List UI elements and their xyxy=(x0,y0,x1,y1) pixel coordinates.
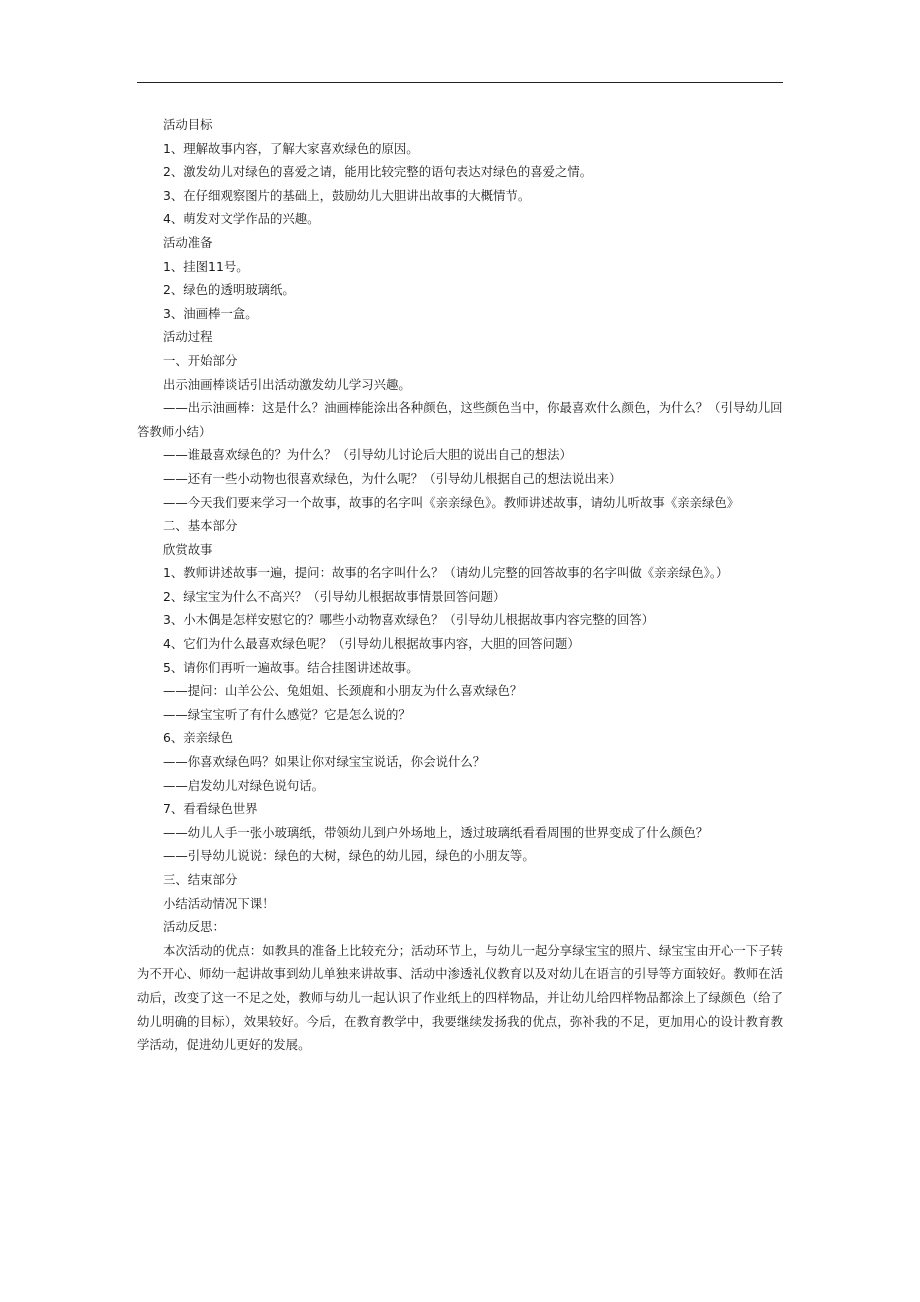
text-line: ——谁最喜欢绿色的？为什么？（引导幼儿讨论后大胆的说出自己的想法） xyxy=(163,447,572,463)
text-line: ——幼儿人手一张小玻璃纸，带领幼儿到户外场地上，透过玻璃纸看看周围的世界变成了什么颜色？ xyxy=(163,824,709,840)
text-line: ——出示油画棒：这是什么？油画棒能涂出各种颜色，这些颜色当中，你最喜欢什么颜色，为什么？（引导幼儿回 xyxy=(163,400,783,416)
text-line: 出示油画棒谈话引出活动激发幼儿学习兴趣。 xyxy=(163,376,411,392)
text-line: 4、萌发对文学作品的兴趣。 xyxy=(163,211,320,227)
header-rule xyxy=(137,82,783,83)
text-line: 3、油画棒一盒。 xyxy=(163,305,258,321)
text-line: ——你喜欢绿色吗？如果让你对绿宝宝说话，你会说什么？ xyxy=(163,754,486,770)
text-line: 小结活动情况下课！ xyxy=(163,895,275,911)
text-line: 3、小木偶是怎样安慰它的？哪些小动物喜欢绿色？（引导幼儿根据故事内容完整的回答） xyxy=(163,612,655,628)
text-line: ——今天我们要来学习一个故事，故事的名字叫《亲亲绿色》。教师讲述故事，请幼儿听故事《亲亲绿色》 xyxy=(163,494,740,510)
section-heading: 活动准备 xyxy=(163,234,213,250)
section-heading: 活动反思： xyxy=(163,919,225,935)
text-line: ——还有一些小动物也很喜欢绿色，为什么呢？（引导幼儿根据自己的想法说出来） xyxy=(163,470,622,486)
text-line: 4、它们为什么最喜欢绿色呢？（引导幼儿根据故事内容，大胆的回答问题） xyxy=(163,636,580,652)
section-heading: 活动过程 xyxy=(163,329,213,345)
text-line: 5、请你们再听一遍故事。结合挂图讲述故事。 xyxy=(163,659,419,675)
text-line: 7、看看绿色世界 xyxy=(163,801,258,817)
text-line: 2、绿色的透明玻璃纸。 xyxy=(163,282,295,298)
text-line: ——引导幼儿说说：绿色的大树，绿色的幼儿园，绿色的小朋友等。 xyxy=(163,848,535,864)
section-heading: 活动目标 xyxy=(163,117,213,132)
section-heading: 一、开始部分 xyxy=(163,352,238,368)
text-line: ——提问：山羊公公、兔姐姐、长颈鹿和小朋友为什么喜欢绿色？ xyxy=(163,683,523,699)
text-line: ——绿宝宝听了有什么感觉？它是怎么说的？ xyxy=(163,706,411,722)
text-line: 1、教师讲述故事一遍，提问：故事的名字叫什么？（请幼儿完整的回答故事的名字叫做《亲亲绿色》。） xyxy=(163,565,729,581)
text-line: 1、挂图11号。 xyxy=(163,258,249,274)
text-line: 1、理解故事内容，了解大家喜欢绿色的原因。 xyxy=(163,140,419,156)
text-line: ——启发幼儿对绿色说句话。 xyxy=(163,777,325,793)
text-line: 2、激发幼儿对绿色的喜爱之请，能用比较完整的语句表达对绿色的喜爱之情。 xyxy=(163,164,593,180)
section-heading: 三、结束部分 xyxy=(163,872,238,887)
section-heading: 二、基本部分 xyxy=(163,518,238,534)
text-line: 答教师小结） xyxy=(137,423,212,439)
text-line: 2、绿宝宝为什么不高兴？（引导幼儿根据故事情景回答问题） xyxy=(163,588,506,604)
text-line: 3、在仔细观察图片的基础上，鼓励幼儿大胆讲出故事的大概情节。 xyxy=(163,187,531,203)
document-body xyxy=(137,113,783,1057)
reflection-paragraph: 本次活动的优点：如教具的准备上比较充分；活动环节上，与幼儿一起分享绿宝宝的照片、绿宝宝由开心一下子转为不开心、师幼一起讲故事到幼儿单独来讲故事、活动中渗透礼仪教育以及对幼儿在语言的引导等方面较好。教师在活动后，改变了这一不足之处，教师与幼儿一起认识了作业纸上的四样物品，并让幼儿给四样物品都涂上了绿颜色（给了幼儿明确的目标），效果较好。今后，在教育教学中，我要继续发扬我的优点，弥补我的不足，更加用心的设计教育教学活动，促进幼儿更好的发展。 xyxy=(137,942,783,1053)
text-line: 6、亲亲绿色 xyxy=(163,730,233,746)
text-line: 欣赏故事 xyxy=(163,541,213,557)
